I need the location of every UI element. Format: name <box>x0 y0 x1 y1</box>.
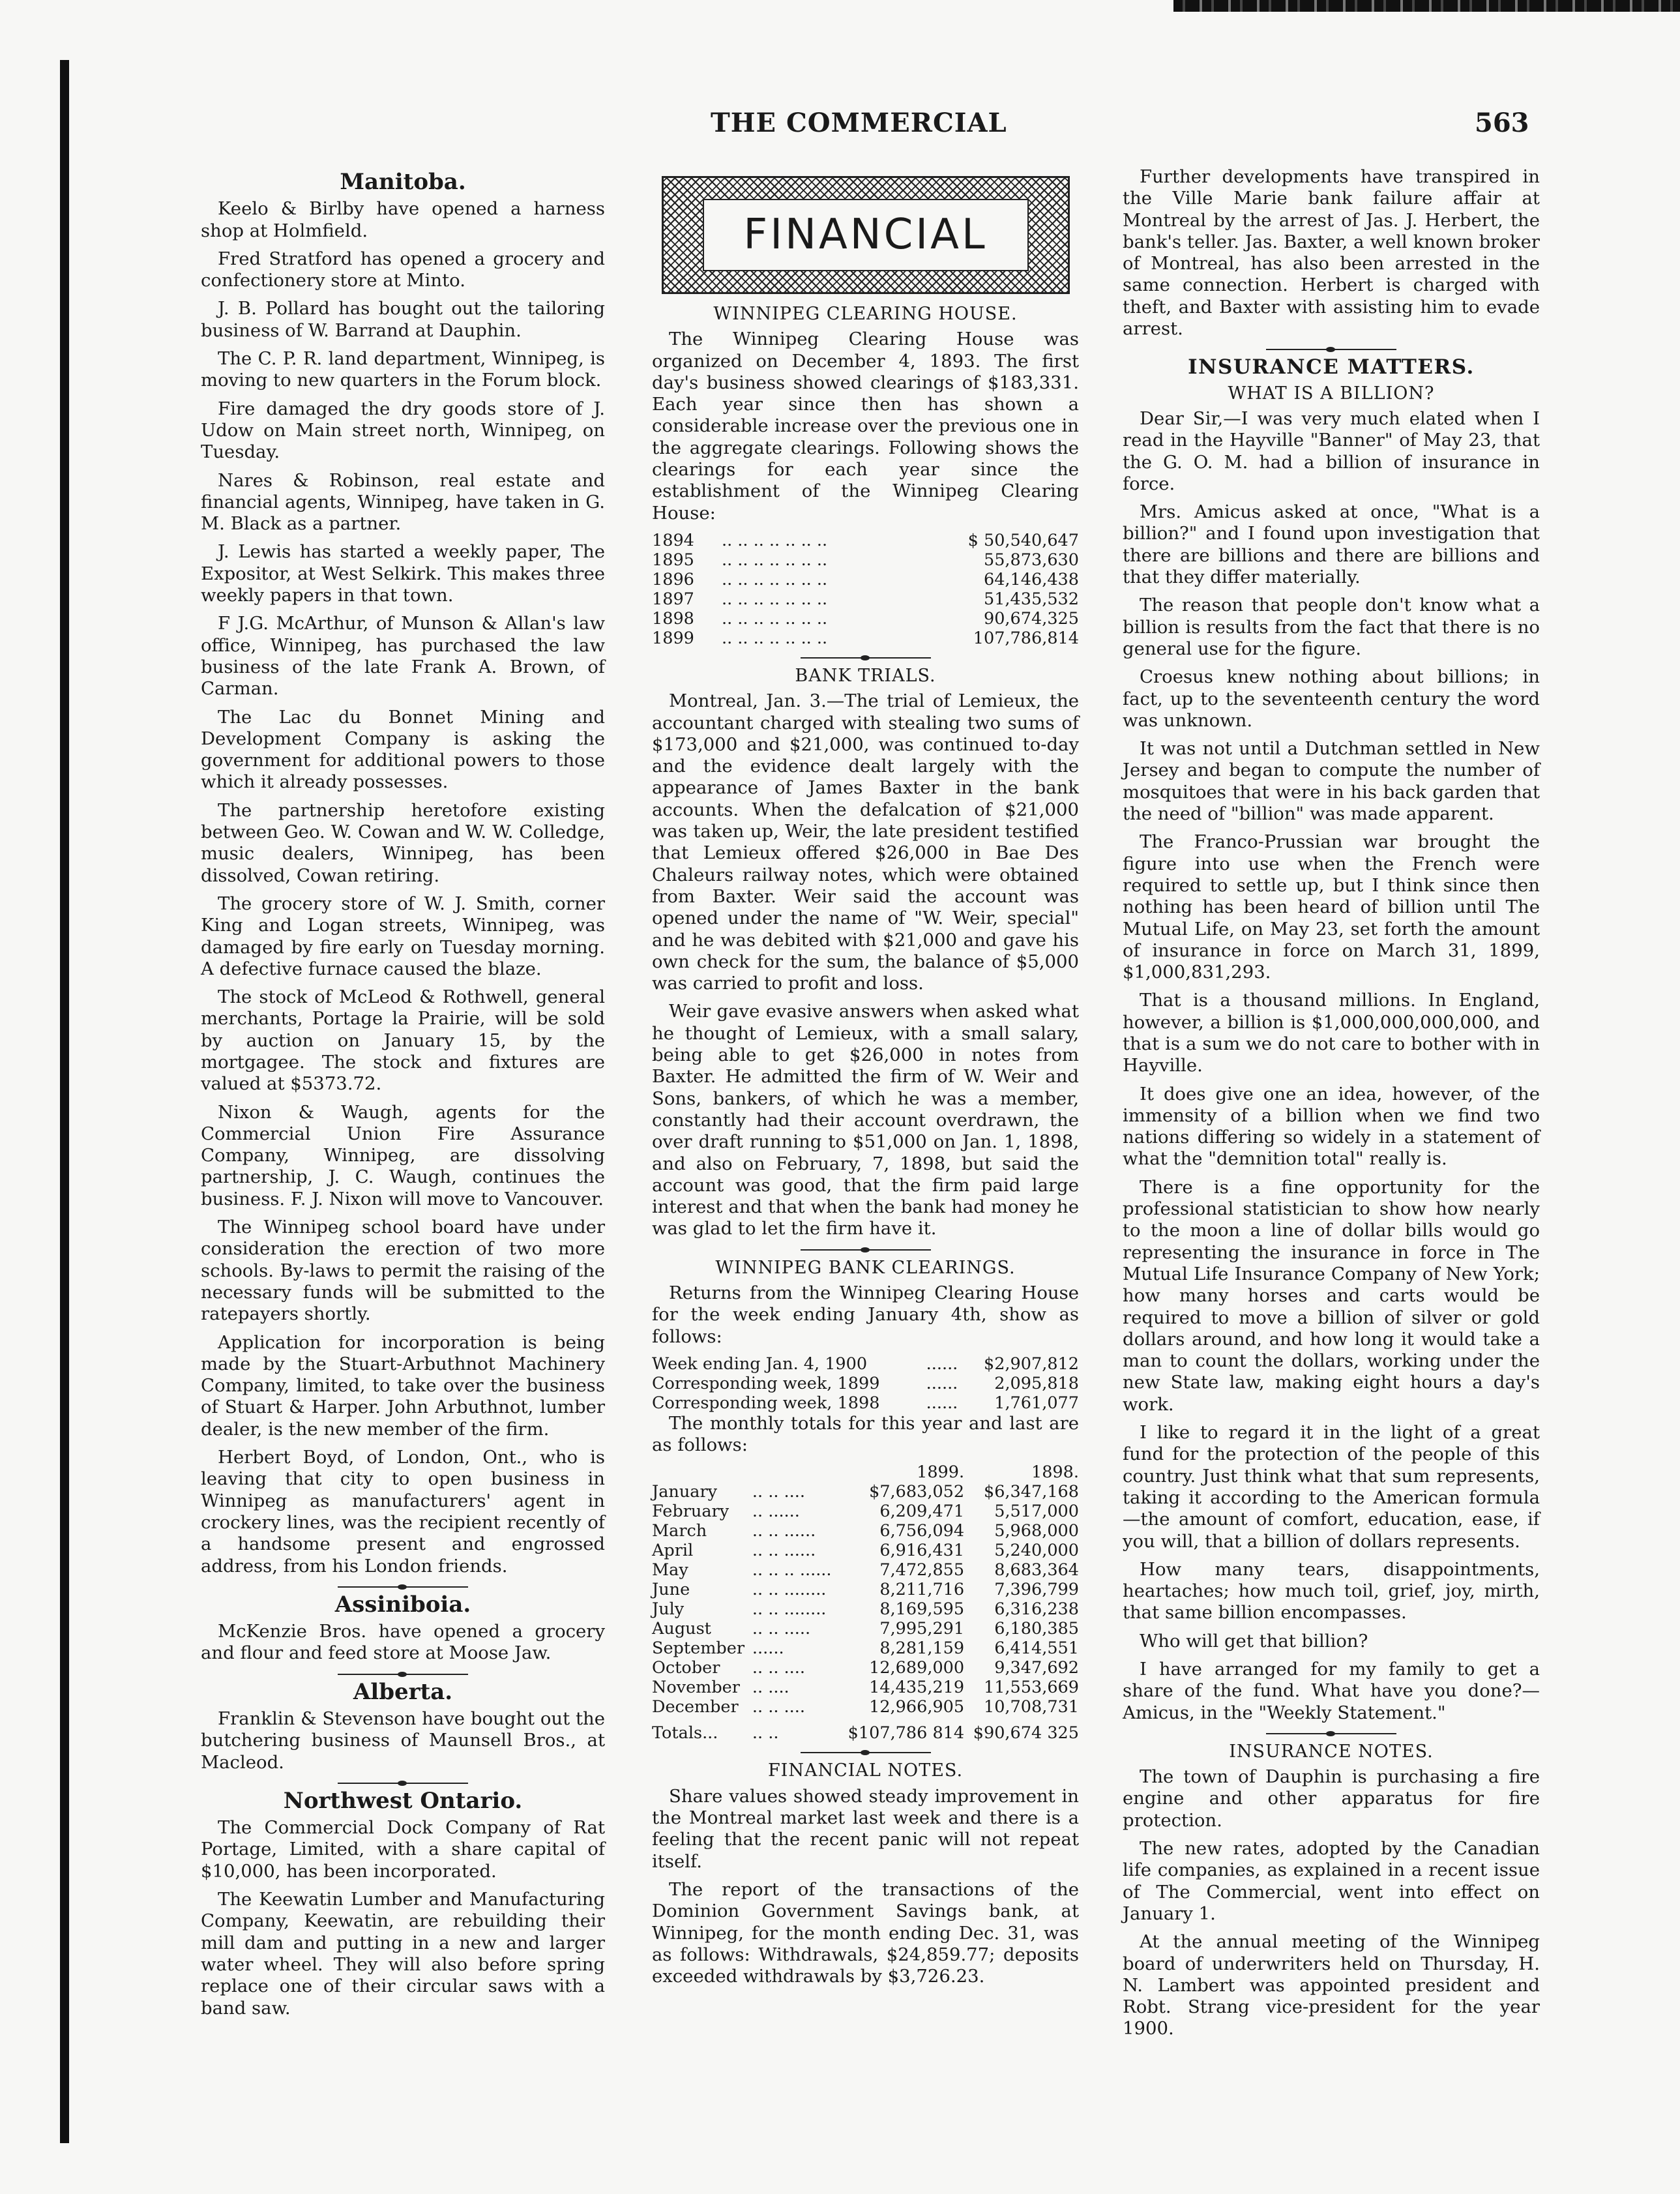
article-paragraph: That is a thousand millions. In England, however, a billion is $1,000,000,000,000, and that is a sum we do not care to bother with in Hayville. <box>1123 990 1540 1076</box>
table-cell-month: September <box>652 1638 745 1659</box>
column-header-1899: 1899. <box>917 1462 965 1483</box>
totals-cell-dots: .. .. <box>752 1723 779 1743</box>
table-cell-a: 6,916,431 <box>879 1541 965 1561</box>
page-number: 563 <box>1475 108 1529 138</box>
table-row <box>652 1502 1079 1521</box>
table-cell-a: 8,169,595 <box>879 1599 965 1620</box>
table-cell-dots: .. .. .. .. .. .. .. <box>721 608 828 629</box>
table-cell-dots: .. .. ...... <box>752 1541 816 1561</box>
page-edge-shadow <box>60 60 69 2143</box>
table-cell-value: 1,761,077 <box>994 1393 1079 1413</box>
article-paragraph: The Franco-Prussian war brought the figure into use when the French were required to settle up, but I think since then nothing has been heard of billion until The Mutual Life, on May 23, set forth the amount of insurance in force on March 31, 1899, $1,000,831,293. <box>1123 831 1540 983</box>
table-cell-b: 5,240,000 <box>994 1541 1079 1561</box>
article-paragraph: The Commercial Dock Company of Rat Portage, Limited, with a share capital of $10,000, has been incorporated. <box>201 1817 605 1882</box>
table-row <box>652 1354 1079 1374</box>
table-cell-month: January <box>652 1482 718 1502</box>
weekly-clearings-table <box>652 1354 1079 1413</box>
table-row <box>652 1678 1079 1697</box>
table-row <box>652 1560 1079 1580</box>
table-cell-dots: .. ...... <box>752 1502 800 1522</box>
article-paragraph: Who will get that billion? <box>1140 1630 1368 1652</box>
article-paragraph: How many tears, disappointments, heartaches; how much toil, grief, joy, mirth, that same billion encompasses. <box>1123 1558 1540 1623</box>
table-cell-a: $7,683,052 <box>869 1482 965 1502</box>
table-cell-month: July <box>652 1599 685 1620</box>
table-cell-b: 9,347,692 <box>994 1658 1079 1678</box>
table-row <box>652 1638 1079 1658</box>
bank-trials-paragraphs <box>652 690 1079 1239</box>
table-cell-dots: .. .. ........ <box>752 1580 827 1600</box>
table-cell-b: 5,968,000 <box>994 1521 1079 1541</box>
article-paragraph: J. Lewis has started a weekly paper, The Expositor, at West Selkirk. This makes three weekly papers in that town. <box>201 541 605 606</box>
table-cell-dots: .. .. .. .. .. .. .. <box>721 550 828 570</box>
clearing-house-table <box>652 531 1079 648</box>
totals-cell-label: Totals... <box>652 1723 718 1743</box>
article-paragraph: The C. P. R. land department, Winnipeg, is moving to new quarters in the Forum block. <box>201 348 605 391</box>
table-cell-dots: .. .. .. .. .. .. .. <box>721 530 828 550</box>
table-cell-year: 1895 <box>652 550 694 570</box>
column-header-1898: 1898. <box>1031 1462 1079 1483</box>
section-divider <box>801 657 931 659</box>
article-paragraph: Fred Stratford has opened a grocery and confectionery store at Minto. <box>201 248 605 291</box>
table-cell-year: 1899 <box>652 628 694 648</box>
table-cell-value: 55,873,630 <box>983 550 1079 570</box>
table-cell-dots: ...... <box>926 1354 958 1374</box>
financial-banner-text: FINANCIAL <box>743 210 988 259</box>
article-paragraph: Weir gave evasive answers when asked what he thought of Lemieux, with a small salary, being able to get $26,000 in notes from Baxter. He admitted the firm of W. Weir and Sons, bankers, of which he was a member, constantly had their account overdrawn, the over draft running to $51,000 on Jan. 1, 1898, and also on February, 7, 1898, but said the account was good, that the firm paid large interest and that when the bank had money he was glad to let the firm have it. <box>652 1001 1079 1239</box>
running-head: THE COMMERCIAL <box>711 108 1007 138</box>
table-row <box>652 550 1079 570</box>
article-paragraph: Keelo & Birlby have opened a harness shop at Holmfield. <box>201 198 605 241</box>
table-cell-b: 7,396,799 <box>994 1580 1079 1600</box>
table-row <box>652 1521 1079 1541</box>
clearing-house-title: WINNIPEG CLEARING HOUSE. <box>713 304 1018 324</box>
table-cell-dots: .. .. .... <box>752 1482 805 1502</box>
article-paragraph: F J.G. McArthur, of Munson & Allan's law office, Winnipeg, has purchased the law business of the late Frank A. Brown, of Carman. <box>201 613 605 700</box>
insurance-notes-title: INSURANCE NOTES. <box>1229 1741 1434 1762</box>
section-title-assiniboia: Assiniboia. <box>334 1591 471 1618</box>
article-paragraph: It does give one an idea, however, of the immensity of a billion when we find two nations differing so widely in a statement of what the "demnition total" really is. <box>1123 1083 1540 1170</box>
table-cell-month: February <box>652 1502 729 1522</box>
section-divider <box>1266 1733 1396 1734</box>
table-cell-dots: ...... <box>926 1393 958 1413</box>
table-cell-month: June <box>652 1580 690 1600</box>
insurance-matters-title: INSURANCE MATTERS. <box>1188 355 1475 379</box>
table-row <box>652 1619 1079 1638</box>
article-paragraph: Share values showed steady improvement in the Montreal market last week and there is a feeling that the recent panic will not repeat itself. <box>652 1785 1079 1872</box>
table-cell-dots: .. .. ...... <box>752 1521 816 1541</box>
section-divider <box>801 1752 931 1753</box>
column-left <box>201 166 605 2026</box>
table-cell-month: August <box>652 1619 711 1639</box>
column-right <box>1123 166 1540 2047</box>
table-header-row <box>652 1462 1079 1482</box>
article-paragraph: Dear Sir,—I was very much elated when I read in the Hayville "Banner" of May 23, that the G. O. M. had a billion of insurance in force. <box>1123 408 1540 494</box>
article-paragraph: The new rates, adopted by the Canadian life companies, as explained in a recent issue of The Commercial, went into effect on January 1. <box>1123 1838 1540 1924</box>
column-middle <box>652 176 1079 1994</box>
article-paragraph: At the annual meeting of the Winnipeg board of underwriters held on Thursday, H. N. Lambert was appointed president and Robt. Strang vice-president for the year 1900. <box>1123 1931 1540 2039</box>
table-cell-value: $ 50,540,647 <box>967 530 1079 550</box>
monthly-totals-table <box>652 1462 1079 1743</box>
northwest-ontario-paragraphs <box>201 1817 605 2019</box>
alberta-paragraph: Franklin & Stevenson have bought out the butchering business of Maunsell Bros., at Macleod. <box>201 1708 605 1773</box>
table-cell-b: 6,414,551 <box>994 1638 1079 1659</box>
table-cell-dots: .. .. .. .. .. .. .. <box>721 569 828 589</box>
table-cell-year: 1897 <box>652 589 694 609</box>
table-cell-label: Corresponding week, 1899 <box>652 1373 880 1393</box>
bank-trials-title: BANK TRIALS. <box>795 665 936 686</box>
financial-banner-panel <box>703 199 1029 271</box>
bank-clearings-paragraph: Returns from the Winnipeg Clearing House for the week ending January 4th, show as follows: <box>652 1282 1079 1347</box>
table-row <box>652 1482 1079 1502</box>
table-row <box>652 1541 1079 1560</box>
article-paragraph: It was not until a Dutchman settled in New Jersey and began to compute the number of mosquitoes that were in his back garden that the need of "billion" was made apparent. <box>1123 738 1540 825</box>
article-paragraph: Nares & Robinson, real estate and financial agents, Winnipeg, have taken in G. M. Black as a partner. <box>201 469 605 535</box>
table-cell-dots: .. .. .. .. .. .. .. <box>721 589 828 609</box>
table-cell-month: October <box>652 1658 720 1678</box>
table-cell-a: 6,209,471 <box>879 1502 965 1522</box>
table-cell-dots: .. .. .. .. .. .. .. <box>721 628 828 648</box>
article-paragraph: The reason that people don't know what a billion is results from the fact that there is no general use for the figure. <box>1123 595 1540 659</box>
table-row <box>652 1658 1079 1678</box>
totals-cell-a: $107,786 814 <box>847 1723 965 1743</box>
article-paragraph: The Keewatin Lumber and Manufacturing Company, Keewatin, are rebuilding their mill dam and putting in a new and larger water wheel. They will also before spring replace one of their circular saws with a band saw. <box>201 1889 605 2019</box>
bank-clearings-title: WINNIPEG BANK CLEARINGS. <box>715 1257 1016 1278</box>
table-cell-a: 8,281,159 <box>879 1638 965 1659</box>
table-row <box>652 609 1079 629</box>
table-cell-label: Corresponding week, 1898 <box>652 1393 880 1413</box>
table-cell-month: May <box>652 1560 688 1580</box>
table-cell-value: 90,674,325 <box>983 608 1079 629</box>
totals-row <box>652 1717 1079 1743</box>
table-cell-a: 8,211,716 <box>879 1580 965 1600</box>
table-row <box>652 1374 1079 1393</box>
table-cell-a: 12,966,905 <box>869 1697 965 1717</box>
table-cell-dots: .. .. .... <box>752 1697 805 1717</box>
table-cell-value: 2,095,818 <box>994 1373 1079 1393</box>
table-cell-a: 14,435,219 <box>869 1678 965 1698</box>
table-row <box>652 1580 1079 1599</box>
billion-paragraphs <box>1123 408 1540 1724</box>
article-paragraph: Montreal, Jan. 3.—The trial of Lemieux, the accountant charged with stealing two sums of $173,000 and $21,000, was continued to-day and the evidence dealt largely with the appearance of James Baxter in the bank accounts. When the defalcation of $21,000 was taken up, Weir, the late president testified that Lemieux offered $26,000 in Bae Des Chaleurs railway notes, which were obtained from Baxter. Weir said the account was opened under the name of "W. Weir, special" and he was debited with $21,000 and gave his own check for the sum, the balance of $5,000 was carried to profit and loss. <box>652 690 1079 994</box>
table-cell-year: 1896 <box>652 569 694 589</box>
table-row <box>652 570 1079 589</box>
table-row <box>652 531 1079 550</box>
section-divider <box>801 1249 931 1251</box>
table-cell-b: 6,316,238 <box>994 1599 1079 1620</box>
table-cell-value: 51,435,532 <box>983 589 1079 609</box>
article-paragraph: Fire damaged the dry goods store of J. Udow on Main street north, Winnipeg, on Tuesday. <box>201 398 605 463</box>
article-paragraph: The partnership heretofore existing between Geo. W. Cowan and W. W. Colledge, music dealers, Winnipeg, has been dissolved, Cowan retiring. <box>201 799 605 886</box>
financial-notes-paragraphs <box>652 1786 1079 1988</box>
financial-notes-title: FINANCIAL NOTES. <box>767 1760 964 1781</box>
table-cell-month: April <box>652 1541 694 1561</box>
table-row <box>652 1599 1079 1619</box>
table-cell-a: 12,689,000 <box>869 1658 965 1678</box>
article-paragraph: Application for incorporation is being made by the Stuart-Arbuthnot Machinery Company, limited, to take over the business of Stuart & Harper. John Arbuthnot, lumber dealer, is the new member of the firm. <box>201 1331 605 1440</box>
table-cell-month: March <box>652 1521 707 1541</box>
article-paragraph: Mrs. Amicus asked at once, "What is a billion?" and I found upon investigation that there are billions and there are billions and that they differ materially. <box>1123 501 1540 588</box>
financial-banner <box>662 176 1070 294</box>
table-row <box>652 1393 1079 1413</box>
section-title-alberta: Alberta. <box>353 1678 453 1705</box>
insurance-notes-paragraphs <box>1123 1766 1540 2040</box>
table-cell-dots: .. .. .. ...... <box>752 1560 832 1580</box>
table-cell-month: December <box>652 1697 739 1717</box>
article-paragraph: Nixon & Waugh, agents for the Commercial Union Fire Assurance Company, Winnipeg, are dissolving partnership, J. C. Waugh, continues the business. F. J. Nixon will move to Vancouver. <box>201 1101 605 1209</box>
table-cell-b: 5,517,000 <box>994 1502 1079 1522</box>
article-paragraph: Croesus knew nothing about billions; in fact, up to the seventeenth century the word was unknown. <box>1123 666 1540 731</box>
article-paragraph: The report of the transactions of the Dominion Government Savings bank, at Winnipeg, for the month ending Dec. 31, was as follows: Withdrawals, $24,859.77; deposits exceeded withdrawals by $3,726.23. <box>652 1878 1079 1987</box>
table-cell-a: 7,472,855 <box>879 1560 965 1580</box>
table-cell-dots: .. .. ..... <box>752 1619 811 1639</box>
article-paragraph: J. B. Pollard has bought out the tailoring business of W. Barrand at Dauphin. <box>201 298 605 341</box>
article-paragraph: Herbert Boyd, of London, Ont., who is leaving that city to open business in Winnipeg as manufacturers' agent in crockery lines, was the recipient recently of a handsome present and engrossed address, from his London friends. <box>201 1447 605 1577</box>
clearing-house-paragraph: The Winnipeg Clearing House was organized on December 4, 1893. The first day's business showed clearings of $183,331. Each year since then has shown a considerable increase over the previous one in the aggregate clearings. Following shows the clearings for each year since the establishment of the Winnipeg Clearing House: <box>652 329 1079 524</box>
section-title-manitoba: Manitoba. <box>340 169 466 195</box>
ville-marie-paragraph: Further developments have transpired in the Ville Marie bank failure affair at Montreal by the arrest of Jas. J. Herbert, the bank's teller. Jas. Baxter, a well known broker of Montreal, has also been arrested in the same connection. Herbert is charged with theft, and Baxter with assisting him to evade arrest. <box>1123 166 1540 340</box>
table-cell-dots: .. .... <box>752 1678 789 1698</box>
table-cell-year: 1898 <box>652 608 694 629</box>
article-paragraph: The town of Dauphin is purchasing a fire engine and other apparatus for fire protection. <box>1123 1766 1540 1831</box>
table-row <box>652 1697 1079 1717</box>
section-divider <box>1266 349 1396 350</box>
totals-cell-b: $90,674 325 <box>973 1723 1079 1743</box>
table-row <box>652 629 1079 648</box>
article-paragraph: The Winnipeg school board have under consideration the erection of two more schools. By-laws to permit the raising of the necessary funds will be submitted to the ratepayers shortly. <box>201 1217 605 1325</box>
table-cell-year: 1894 <box>652 530 694 550</box>
article-paragraph: The grocery store of W. J. Smith, corner King and Logan streets, Winnipeg, was damaged by fire early on Tuesday morning. A defective furnace caused the blaze. <box>201 893 605 979</box>
article-paragraph: There is a fine opportunity for the professional statistician to show how nearly to the moon a line of dollar bills would go representing the insurance in force in The Mutual Life Insurance Company of New York; how many horses and carts would be required to move a billion of silver or gold dollars around, and how long it would take a man to count the dollars, working under the new State law, making eight hours a day's work. <box>1123 1176 1540 1415</box>
monthly-totals-paragraph: The monthly totals for this year and last are as follows: <box>652 1412 1079 1456</box>
table-cell-a: 6,756,094 <box>879 1521 965 1541</box>
table-cell-month: November <box>652 1678 740 1698</box>
section-divider <box>338 1783 468 1784</box>
article-paragraph: The stock of McLeod & Rothwell, general merchants, Portage la Prairie, will be sold by auction on January 15, by the mortgagee. The stock and fixtures are valued at $5373.72. <box>201 986 605 1095</box>
manitoba-paragraphs <box>201 198 605 1577</box>
table-cell-b: $6,347,168 <box>983 1482 1079 1502</box>
table-cell-b: 11,553,669 <box>983 1678 1079 1698</box>
table-cell-value: $2,907,812 <box>983 1354 1079 1374</box>
table-cell-dots: .. .. ........ <box>752 1599 827 1620</box>
table-cell-a: 7,995,291 <box>879 1619 965 1639</box>
table-cell-b: 8,683,364 <box>994 1560 1079 1580</box>
table-cell-b: 10,708,731 <box>983 1697 1079 1717</box>
table-cell-b: 6,180,385 <box>994 1619 1079 1639</box>
table-cell-value: 64,146,438 <box>983 569 1079 589</box>
section-divider <box>338 1586 468 1588</box>
what-is-a-billion-title: WHAT IS A BILLION? <box>1228 383 1435 404</box>
table-cell-label: Week ending Jan. 4, 1900 <box>652 1354 868 1374</box>
table-cell-dots: .. .. .... <box>752 1658 805 1678</box>
scan-artifact-bar <box>1173 0 1680 12</box>
article-paragraph: I like to regard it in the light of a great fund for the protection of the people of this country. Just think what that sum represents, taking it according to the American formula—the amount of comfort, education, ease, if you will, that a billion of dollars represents. <box>1123 1422 1540 1552</box>
article-paragraph: The Lac du Bonnet Mining and Development Company is asking the government for additional powers to those which it already possesses. <box>201 706 605 793</box>
section-title-northwest-ontario: Northwest Ontario. <box>283 1787 523 1814</box>
table-cell-dots: ...... <box>752 1638 784 1659</box>
assiniboia-paragraph: McKenzie Bros. have opened a grocery and flour and feed store at Moose Jaw. <box>201 1621 605 1664</box>
table-row <box>652 589 1079 609</box>
section-divider <box>338 1674 468 1675</box>
table-cell-value: 107,786,814 <box>973 628 1079 648</box>
table-cell-dots: ...... <box>926 1373 958 1393</box>
article-paragraph: I have arranged for my family to get a share of the fund. What have you done?—Amicus, in the "Weekly Statement." <box>1123 1659 1540 1723</box>
